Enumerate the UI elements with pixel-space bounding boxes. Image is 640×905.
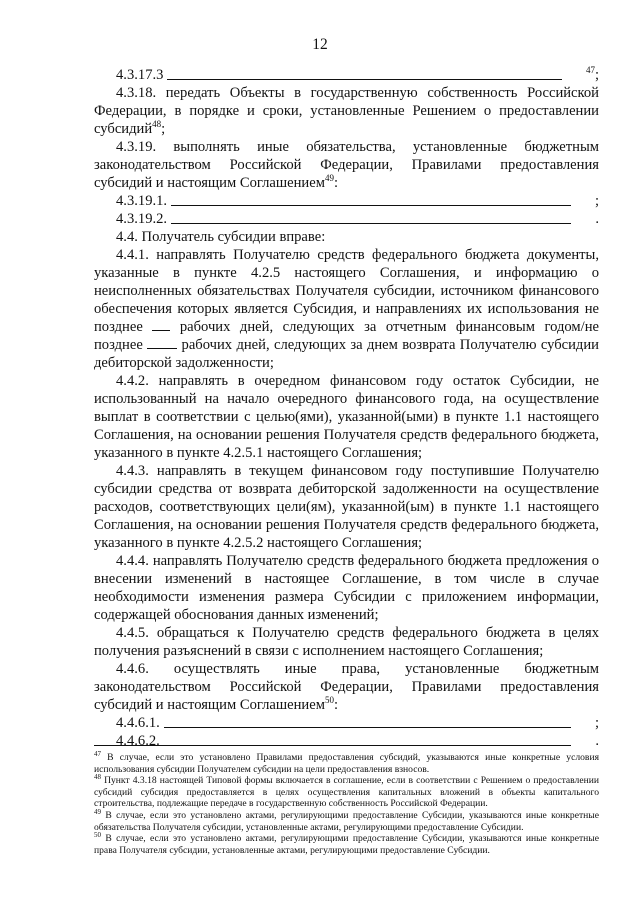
fill-in-line	[171, 204, 571, 206]
footnote-47: $^{47}$ В случае, если это установлено Правилами предоставления субсидий, указываются иные конкретные условия использования субсидии Получателем субсидии на цели предоставления взносов.	[94, 749, 599, 775]
fill-in-line	[171, 222, 571, 224]
footnote-48: $^{48}$ Пункт 4.3.18 настоящей Типовой формы включается в соглашение, если в соответствии с Решением о предоставлении субсидий субсидия предоставляется в целях осуществления капитальных вложений в объекты капитального строительства, подлежащие передаче в государственную собственность Российской Федерации.	[94, 773, 599, 810]
footnote-ref: 47	[585, 65, 595, 76]
item-number: 4.3.17.3	[116, 67, 164, 83]
footnotes	[94, 749, 599, 856]
fill-in-line	[152, 320, 170, 331]
footnote-ref: 48	[152, 119, 162, 130]
item-4-3-19-1: 4.3.19.1. ;	[116, 193, 599, 209]
item-4-4-3: 4.4.3. направлять в текущем финансовом году поступившие Получателю субсидии средства от возврата дебиторской задолженности на осуществление расходов, соответствующих цели(ям), указанной(ым) в пункте 1.1 настоящего Соглашения, на основании решения Получателя средств федерального бюджета, указанного в пункте 4.2.5.2 настоящего Соглашения;	[94, 463, 599, 551]
footnote-49: $^{49}$ В случае, если это установлено актами, регулирующими предоставление Субсидии, указываются иные конкретные обязательства Получателя субсидии, установленные актами, регулирующими предоставление Субсидии.	[94, 807, 599, 833]
item-4-3-19-2: 4.3.19.2. .	[116, 211, 599, 227]
footnote-50: $^{50}$ В случае, если это установлено актами, регулирующими предоставление Субсидии, указываются иные конкретные права Получателя субсидии, установленные актами, регулирующими предоставление Субсидии.	[94, 830, 599, 856]
footnote-ref: 49	[324, 173, 334, 184]
footnote-ref: 50	[324, 695, 334, 706]
fill-in-line	[147, 338, 177, 349]
item-4-3-19: 4.3.19. выполнять иные обязательства, установленные бюджетным законодательством Российской Федерации, Правилами предоставления субсидий и настоящим Соглашением$^{49}$:	[94, 139, 599, 191]
item-4-4-2: 4.4.2. направлять в очередном финансовом году остаток Субсидии, не использованный на начало очередного финансового года, на осуществление выплат в соответствии с целью(ями), указанной(ыми) в пункте 1.1 настоящего Соглашения, на основании решения Получателя средств федерального бюджета, указанного в пункте 4.2.5.1 настоящего Соглашения;	[94, 373, 599, 461]
footnote-separator	[94, 745, 249, 746]
item-4-4-6: 4.4.6. осуществлять иные права, установленные бюджетным законодательством Российской Федерации, Правилами предоставления субсидий и настоящим Соглашением$^{50}$:	[94, 661, 599, 713]
item-4-4-1: 4.4.1. направлять Получателю средств федерального бюджета документы, указанные в пункте 4.2.5 настоящего Соглашения, и информацию о неисполненных обязательствах Получателя субсидии, источником финансового обеспечения которых является Субсидия, и направлениях их использования не позднее рабочих дней, следующих за отчетным финансовым годом/не позднее рабочих дней, следующих за днем возврата Получателю субсидии дебиторской задолженности;	[94, 247, 599, 371]
item-4-4-6-1: 4.4.6.1. ;	[116, 715, 599, 731]
fill-in-line	[164, 726, 571, 728]
item-4-4-6-2: 4.4.6.2. .	[116, 733, 599, 749]
document-body	[94, 66, 599, 750]
fill-in-line	[167, 78, 562, 80]
item-4-4: 4.4. Получатель субсидии вправе:	[116, 229, 326, 245]
item-4-3-18: 4.3.18. передать Объекты в государственную собственность Российской Федерации, в порядке и сроки, установленные Решением о предоставлении субсидий$^{48}$;	[94, 85, 599, 137]
item-4-3-17-3: 4.3.17.3 $^{47}$;	[94, 66, 599, 84]
page-number: 12	[312, 36, 328, 53]
item-4-4-5: 4.4.5. обращаться к Получателю средств федерального бюджета в целях получения разъяснений в связи с исполнением настоящего Соглашения;	[94, 625, 599, 659]
item-4-4-4: 4.4.4. направлять Получателю средств федерального бюджета предложения о внесении изменений в настоящее Соглашение, в том числе в случае необходимости изменения размера Субсидии с приложением информации, содержащей обоснования данных изменений;	[94, 553, 599, 623]
